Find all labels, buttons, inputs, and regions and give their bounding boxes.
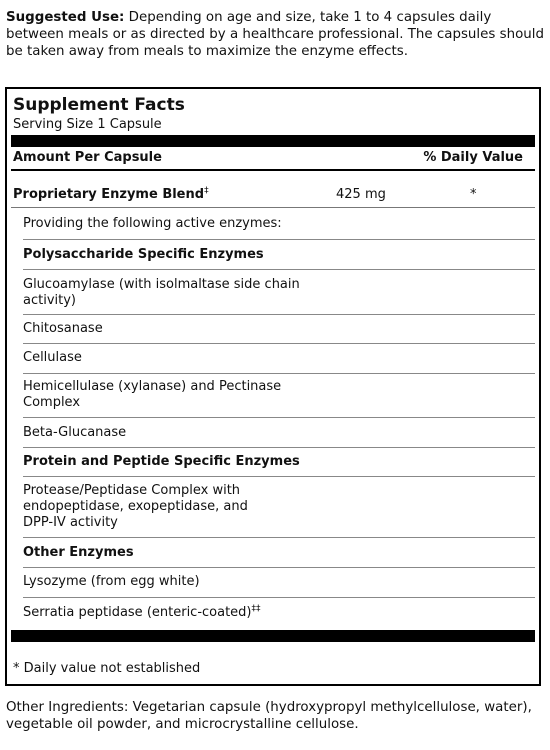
row-divider (23, 567, 535, 568)
suggested-use-text: Depending on age and size, take 1 to 4 capsules daily between meals or as directed by a healthcare professional. The capsules should be taken away from meals to maximize the enzyme effects. (6, 10, 544, 59)
facts-title: Supplement Facts (13, 95, 185, 115)
row-divider (23, 537, 535, 538)
enzyme-category-row: Protein and Peptide Specific Enzymes (23, 454, 300, 469)
enzyme-row: Glucoamylase (with isolmaltase side chain activity) (23, 277, 300, 308)
enzyme-category-row: Other Enzymes (23, 545, 134, 560)
serving-size: Serving Size 1 Capsule (13, 117, 162, 132)
row-divider (23, 314, 535, 315)
daily-value-footnote: * Daily value not established (13, 661, 201, 676)
enzyme-row: Beta-Glucanase (23, 425, 127, 440)
enzyme-row: Lysozyme (from egg white) (23, 574, 200, 589)
header-divider (11, 169, 535, 171)
blend-mark: ‡ (204, 186, 209, 196)
amount-per-capsule-header: Amount Per Capsule (13, 150, 162, 165)
row-divider (23, 269, 535, 270)
blend-daily-value: * (470, 187, 477, 202)
row-divider (23, 476, 535, 477)
other-ingredients: Other Ingredients: Vegetarian capsule (hydroxypropyl methylcellulose, water), vegetable oil powder, and microcrystalline cellulose. (6, 700, 532, 732)
enzyme-row-serratia (23, 605, 535, 621)
enzyme-row: Cellulase (23, 350, 82, 365)
row-divider (23, 343, 535, 344)
enzyme-category-row: Polysaccharide Specific Enzymes (23, 247, 264, 262)
row-divider (23, 417, 535, 418)
row-divider (23, 239, 535, 240)
amount-header-row (13, 149, 533, 167)
row-divider (23, 373, 535, 374)
blend-name: Proprietary Enzyme Blend (13, 187, 205, 202)
enzyme-row: Hemicellulase (xylanase) and Pectinase Complex (23, 379, 282, 410)
daily-value-header: % Daily Value (423, 150, 523, 165)
enzyme-row: Providing the following active enzymes: (23, 216, 282, 231)
row-divider (23, 447, 535, 448)
suggested-use-label: Suggested Use: (6, 10, 125, 25)
serratia-mark: ‡‡ (251, 604, 261, 614)
thick-divider-top (11, 135, 535, 147)
suggested-use (6, 9, 544, 60)
thick-divider-bottom (11, 630, 535, 642)
serratia-text: Serratia peptidase (enteric-coated) (23, 605, 252, 620)
blend-row (13, 186, 533, 206)
blend-amount: 425 mg (336, 187, 386, 202)
enzyme-row: Chitosanase (23, 321, 103, 336)
enzyme-row: Protease/Peptidase Complex with endopeptidase, exopeptidase, and DPP-IV activity (23, 483, 248, 530)
supplement-facts-panel (5, 87, 541, 686)
blend-divider (11, 207, 535, 208)
row-divider (23, 597, 535, 598)
